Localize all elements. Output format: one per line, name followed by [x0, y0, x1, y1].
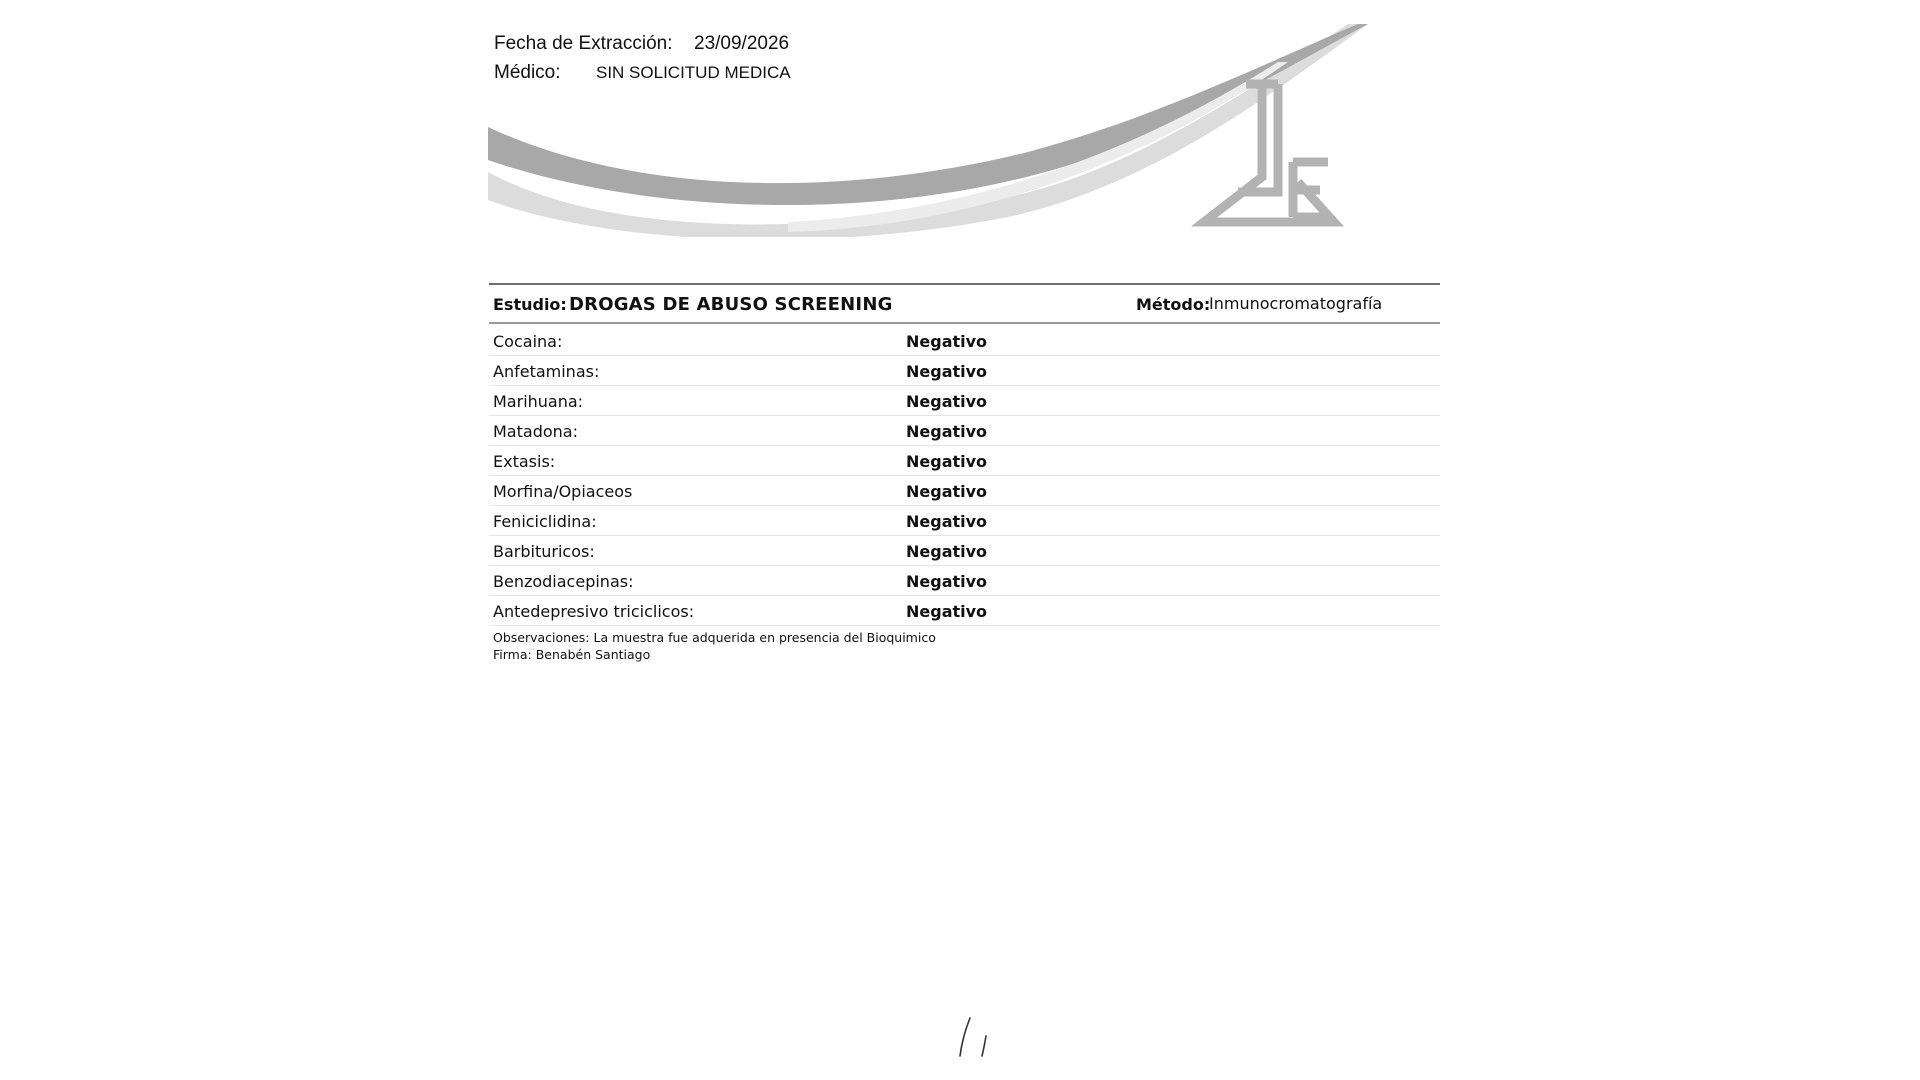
drug-result: Negativo	[906, 452, 988, 471]
drug-result: Negativo	[906, 542, 988, 561]
drug-name: Cocaina:	[493, 332, 563, 351]
study-header-bar	[489, 283, 1440, 324]
method-value: Inmunocromatografía	[1209, 294, 1383, 313]
drug-result: Negativo	[906, 602, 988, 621]
drug-result: Negativo	[906, 572, 988, 591]
header-swoosh-graphic	[488, 22, 1368, 237]
drug-name: Morfina/Opiaceos	[493, 482, 633, 501]
signature-name: Benabén Santiago	[535, 647, 651, 662]
drug-name: Extasis:	[493, 452, 556, 471]
drug-name: Barbituricos:	[493, 542, 595, 561]
drug-name: Marihuana:	[493, 392, 584, 411]
drug-name: Matadona:	[493, 422, 578, 441]
method-label: Método:	[1136, 295, 1211, 314]
table-row	[489, 326, 1440, 356]
lab-flask-logo-icon	[1204, 84, 1334, 222]
doctor-label: Médico:	[494, 62, 561, 83]
table-row	[489, 566, 1440, 596]
table-row	[489, 506, 1440, 536]
results-table	[489, 326, 1440, 626]
table-row	[489, 476, 1440, 506]
drug-name: Anfetaminas:	[493, 362, 600, 381]
drug-result: Negativo	[906, 392, 988, 411]
extraction-date-value: 23/09/2026	[694, 33, 790, 54]
signature-label: Firma:	[493, 647, 532, 662]
drug-result: Negativo	[906, 512, 988, 531]
signature-line	[493, 646, 940, 663]
drug-result: Negativo	[906, 332, 988, 351]
drug-name: Antedepresivo triciclicos:	[493, 602, 695, 621]
observations-label: Observaciones:	[493, 630, 590, 645]
doctor-value: SIN SOLICITUD MEDICA	[596, 63, 791, 82]
table-row	[489, 596, 1440, 626]
table-row	[489, 356, 1440, 386]
report-notes	[493, 629, 940, 663]
drug-result: Negativo	[906, 482, 988, 501]
drug-name: Feniciclidina:	[493, 512, 597, 531]
extraction-date-label: Fecha de Extracción:	[494, 33, 673, 54]
table-row	[489, 386, 1440, 416]
study-label: Estudio:	[493, 295, 567, 314]
table-row	[489, 446, 1440, 476]
drug-result: Negativo	[906, 362, 988, 381]
observations-value: La muestra fue adquerida en presencia del Bioquimico	[593, 630, 936, 645]
drug-result: Negativo	[906, 422, 988, 441]
table-row	[489, 416, 1440, 446]
handwritten-signature-mark	[950, 1010, 1000, 1060]
observations-line	[493, 629, 940, 646]
study-value: DROGAS DE ABUSO SCREENING	[569, 294, 893, 315]
drug-name: Benzodiacepinas:	[493, 572, 634, 591]
table-row	[489, 536, 1440, 566]
